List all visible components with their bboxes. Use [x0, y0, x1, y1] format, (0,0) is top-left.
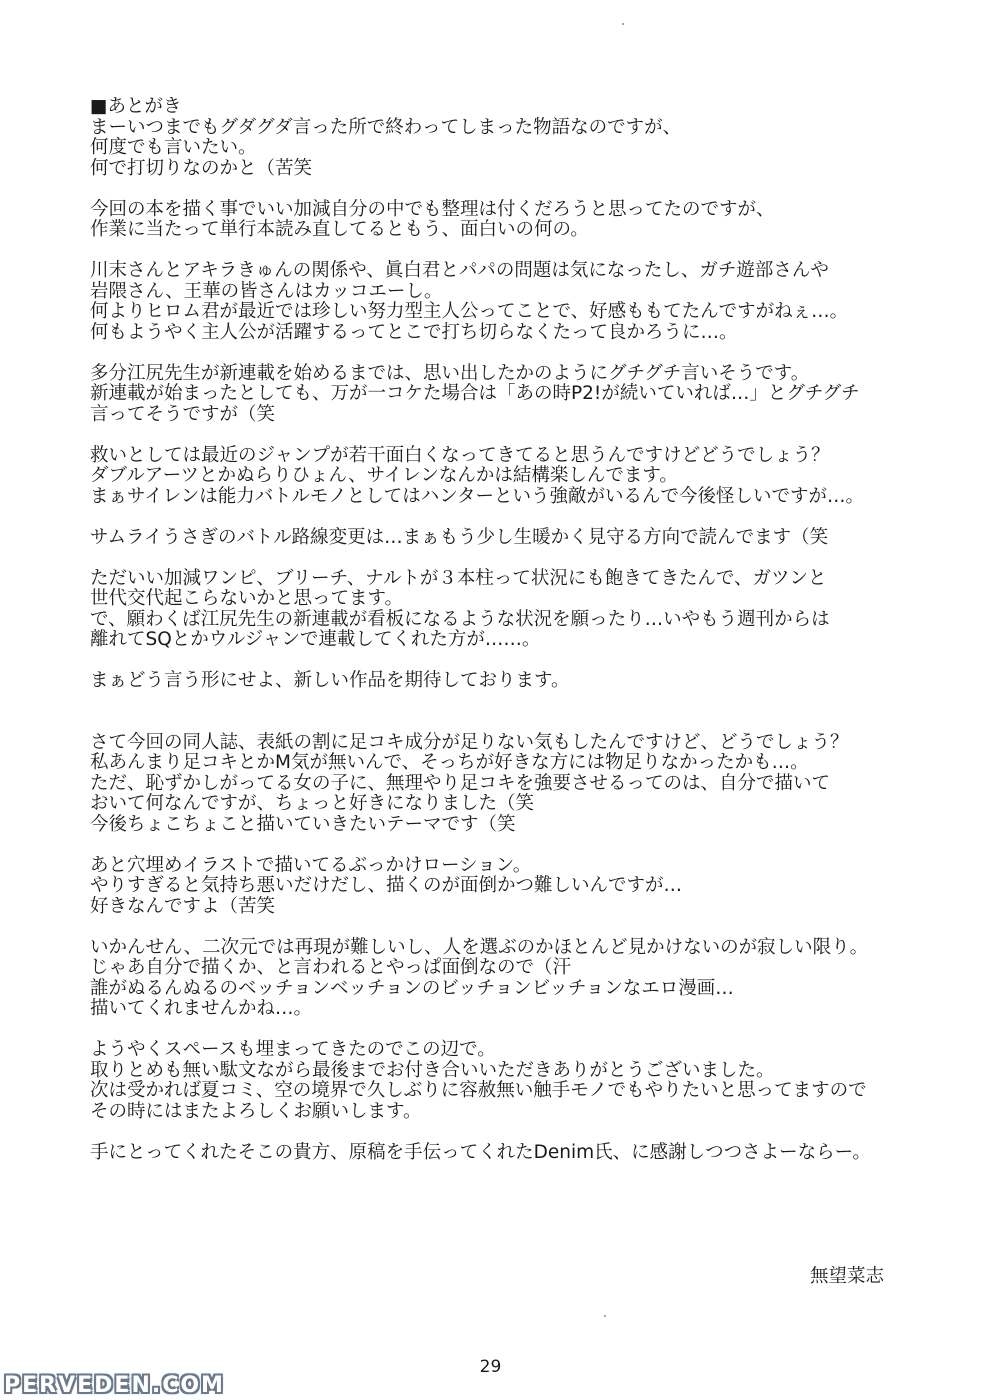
text-line: で、願わくば江尻先生の新連載が看板になるような状況を願ったり…いやもう週刊からは [90, 608, 830, 630]
text-line: 今回の本を描く事でいい加減自分の中でも整理は付くだろうと思ってたのですが、 [90, 198, 775, 220]
afterword-paragraph [90, 446, 950, 508]
text-line: やりすぎると気持ち悪いだけだし、描くのが面倒かつ難しいんですが… [90, 875, 683, 896]
paragraph-spacer [90, 917, 950, 938]
afterword-paragraph [90, 938, 950, 1020]
scan-speck [604, 1315, 606, 1317]
paragraph-spacer [90, 835, 950, 856]
afterword-paragraph [90, 261, 950, 343]
afterword-paragraph [90, 364, 950, 426]
text-line: 岩隈さん、王華の皆さんはカッコエーし。 [90, 280, 443, 302]
text-line: 何で打切りなのかと（苦笑 [90, 157, 313, 179]
afterword-paragraph [90, 733, 950, 836]
text-line: 離れてSQとかウルジャンで連載してくれた方が……。 [90, 629, 541, 650]
author-signature: 無望菜志 [809, 1266, 884, 1287]
paragraph-spacer [90, 651, 950, 672]
text-line: 何もようやく主人公が活躍するってとこで打ち切らなくたって良かろうに…。 [90, 321, 738, 343]
text-line: 新連載が始まったとしても、万が一コケた場合は「あの時P2!が続いていれば…」とグチグチ [90, 383, 860, 404]
text-line: 言ってそうですが（笑 [90, 403, 276, 425]
afterword-paragraph [90, 1040, 950, 1122]
text-line: 取りとめも無い駄文ながら最後までお付き合いいただきありがとうございました。 [90, 1059, 775, 1081]
paragraph-spacer [90, 343, 950, 364]
text-line: 誰がぬるんぬるのベッチョンベッチョンのビッチョンビッチョンなエロ漫画… [90, 977, 734, 999]
text-line: 救いとしては最近のジャンプが若干面白くなってきてると思うんですけどどうでしょう？ [90, 444, 830, 466]
text-line: 作業に当たって単行本読み直してるともう、面白いの何の。 [90, 219, 589, 240]
afterword-paragraph [90, 528, 950, 549]
afterword-paragraph [90, 856, 950, 918]
text-line: まぁどう言う形にせよ、新しい作品を期待しております。 [90, 670, 570, 691]
text-line: ようやくスペースも埋まってきたのでこの辺で。 [90, 1039, 496, 1060]
text-line: ただいい加減ワンピ、ブリーチ、ナルトが３本柱って状況にも飽きてきたんで、ガツンと [90, 567, 827, 589]
afterword-body [90, 97, 950, 1163]
paragraph-spacer [90, 241, 950, 262]
text-line: サムライうさぎのバトル路線変更は…まぁもう少し生暖かく見守る方向で読んでます（笑 [90, 526, 829, 548]
page-number: 29 [479, 1357, 502, 1377]
site-watermark: PERVEDEN.COM [4, 1373, 225, 1398]
text-line: 私あんまり足コキとかM気が無いんで、そっちが好きな方には物足りなかったかも…。 [90, 752, 809, 773]
afterword-paragraph [90, 118, 950, 180]
text-line: 好きなんですよ（苦笑 [90, 895, 276, 917]
text-line: 多分江尻先生が新連載を始めるまでは、思い出したかのようにグチグチ言いそうです。 [90, 362, 810, 384]
text-line: ダブルアーツとかぬらりひょん、サイレンなんかは結構楽しんでます。 [90, 465, 678, 486]
afterword-paragraph [90, 200, 950, 241]
paragraph-spacer [90, 507, 950, 528]
text-line: さて今回の同人誌、表紙の割に足コキ成分が足りない気もしたんですけど、どうでしょう？ [90, 731, 849, 753]
afterword-paragraph [90, 671, 950, 692]
text-line: 今後ちょこちょこと描いていきたいテーマです（笑 [90, 813, 516, 835]
text-line: 何よりヒロム君が最近では珍しい努力型主人公ってことで、好感ももてたんですがねぇ…。 [90, 301, 849, 322]
paragraph-spacer [90, 425, 950, 446]
text-line: 描いてくれませんかね…。 [90, 998, 313, 1019]
paragraph-spacer [90, 692, 950, 733]
text-line: 次は受かれば夏コミ、空の境界で久しぶりに容赦無い触手モノでもやりたいと思ってますので [90, 1080, 867, 1101]
text-line: いかんせん、二次元では再現が難しいし、人を選ぶのかほとんど見かけないのが寂しい限り。 [90, 936, 869, 958]
scan-speck [622, 23, 624, 25]
afterword-heading: ■あとがき [90, 96, 182, 117]
text-line: あと穴埋めイラストで描いてるぶっかけローション。 [90, 854, 532, 876]
paragraph-spacer [90, 179, 950, 200]
text-line: その時にはまたよろしくお願いします。 [90, 1100, 422, 1122]
text-line: ただ、恥ずかしがってる女の子に、無理やり足コキを強要させるってのは、自分で描いて [90, 772, 831, 794]
text-line: 手にとってくれたそこの貴方、原稿を手伝ってくれたDenim氏、に感謝しつつさよーならー。 [90, 1141, 871, 1163]
afterword-paragraph [90, 569, 950, 651]
text-line: 世代交代起こらないかと思ってます。 [90, 588, 404, 609]
text-line: まぁサイレンは能力バトルモノとしてはハンターという強敵がいるんで今後怪しいですが…。 [90, 485, 864, 507]
text-line: おいて何なんですが、ちょっと好きになりました（笑 [90, 793, 535, 814]
paragraph-spacer [90, 548, 950, 569]
text-line: 何度でも言いたい。 [90, 137, 257, 158]
text-line: まーいつまでもグダグダ言った所で終わってしまった物語なのですが、 [90, 116, 682, 138]
text-line: じゃあ自分で描くか、と言われるとやっぱ面倒なので（汗 [90, 957, 572, 978]
paragraph-spacer [90, 1122, 950, 1143]
text-line: 川末さんとアキラきゅんの関係や、眞白君とパパの問題は気になったし、ガチ遊部さんや [90, 260, 829, 281]
paragraph-spacer [90, 1020, 950, 1041]
afterword-paragraph [90, 1143, 950, 1164]
